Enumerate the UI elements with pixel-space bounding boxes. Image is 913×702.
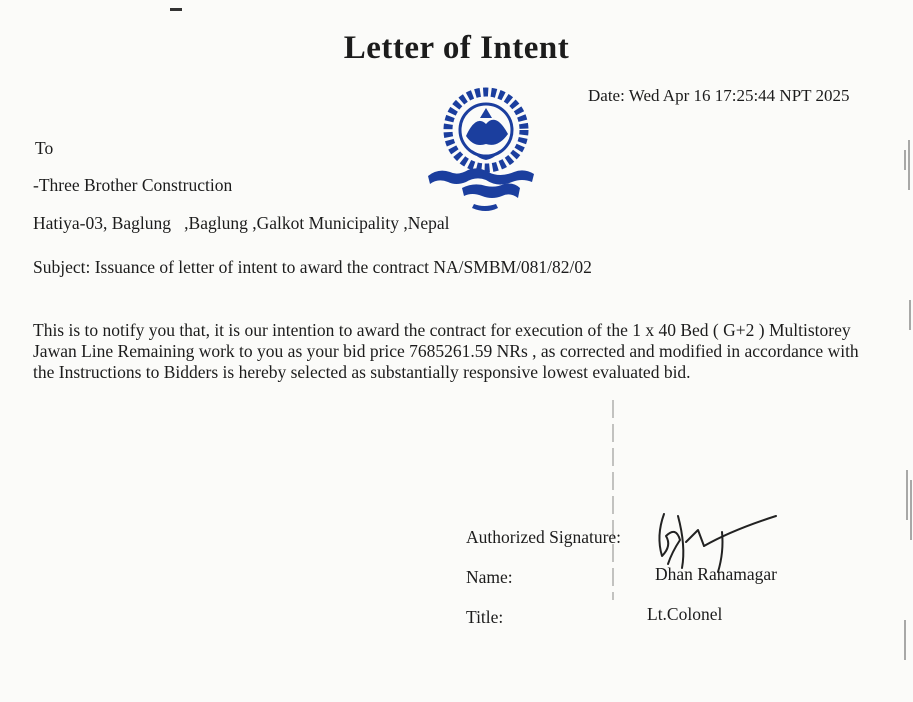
scan-mark [170, 0, 184, 6]
name-label: Name: [466, 567, 513, 587]
recipient-address: Hatiya-03, Baglung ,Baglung ,Galkot Municipality ,Nepal [33, 213, 450, 233]
body-paragraph: This is to notify you that, it is our intention to award the contract for execution of the 1 x 40 Bed ( G+2 ) Multistorey Jawan Line Remaining work to you as your bid price 7685261.59 NRs , as corrected and modified in accordance with the Instructions to Bidders is hereby selected as substantially responsive lowest evaluated bid. [33, 320, 859, 382]
authorized-signature-label: Authorized Signature: [466, 527, 622, 547]
subject-line: Subject: Issuance of letter of intent to award the contract NA/SMBM/081/82/02 [33, 257, 592, 277]
scan-edge-shadow [895, 0, 913, 697]
document-title: Letter of Intent [343, 30, 570, 66]
to-label: To [35, 138, 54, 158]
letter-date: Date: Wed Apr 16 17:25:44 NPT 2025 [588, 86, 850, 105]
title-value: Lt.Colonel [647, 604, 723, 624]
name-value: Dhan Ranamagar [655, 564, 777, 584]
recipient-name: -Three Brother Construction [33, 175, 233, 195]
scan-artifact-line [612, 400, 614, 600]
title-label: Title: [466, 607, 504, 627]
